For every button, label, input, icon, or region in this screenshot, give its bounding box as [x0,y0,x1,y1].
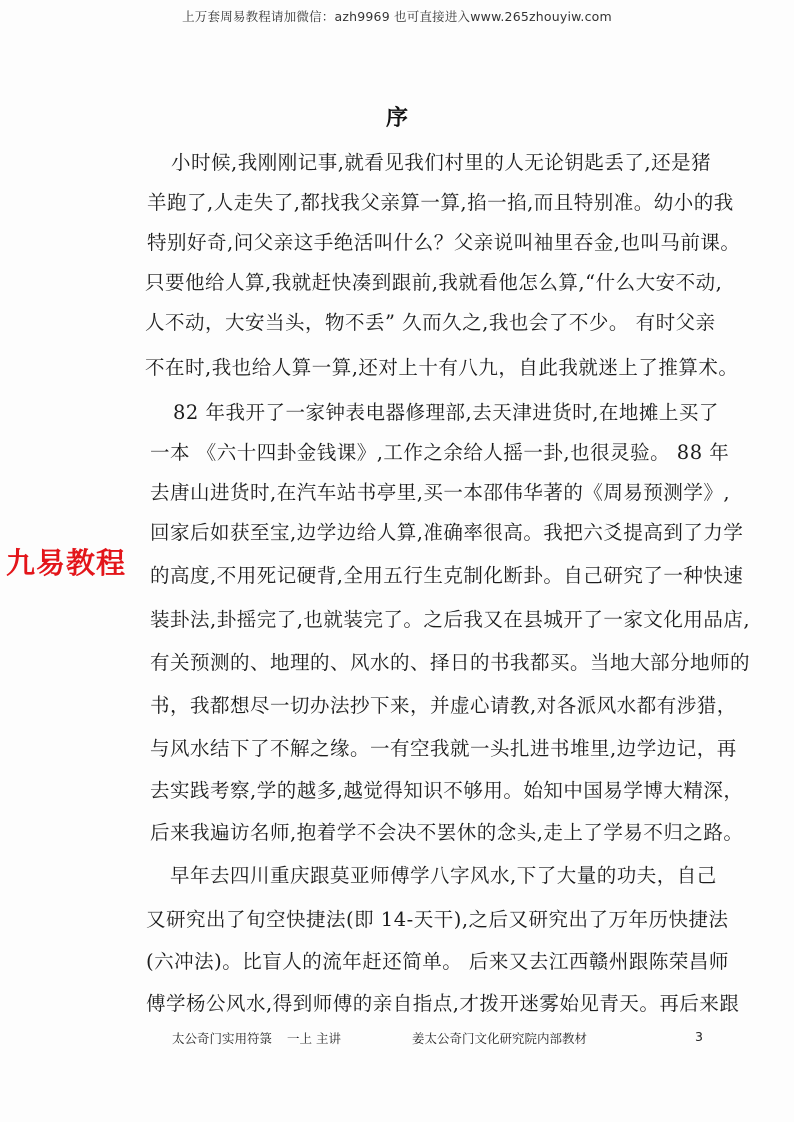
body-line: 后来我遍访名师,抱着学不会决不罢休的念头,走上了学易不归之路。 [150,821,744,844]
footer-book-title: 太公奇门实用符箓 [172,1031,273,1046]
body-line: 只要他给人算,我就赶快凑到跟前,我就看他怎么算,“什么大安不动, [145,271,723,294]
body-line: 去唐山进货时,在汽车站书亭里,买一本邵伟华著的《周易预测学》, [150,481,731,504]
header-notice: 上万套周易教程请加微信：azh9969 也可直接进入www.265zhouyiw.com [182,9,612,24]
body-line: 书，我都想尽一切办法抄下来，并虚心请教,对各派风水都有涉猎， [150,694,737,717]
page-title: 序 [385,105,408,131]
body-line: 装卦法,卦摇完了,也就装完了。之后我又在县城开了一家文化用品店, [150,608,751,631]
body-line: 与风水结下了不解之缘。一有空我就一头扎进书堆里,边学边记，再 [150,737,737,760]
body-line: 不在时,我也给人算一算,还对上十有八九，自此我就迷上了推算术。 [145,356,739,379]
body-line: 去实践考察,学的越多,越觉得知识不够用。始知中国易学博大精深， [150,779,744,802]
footer-institute: 姜太公奇门文化研究院内部教材 [412,1031,588,1046]
body-line: 回家后如获至宝,边学边给人算,准确率很高。我把六爻提高到了力学 [150,521,744,544]
body-line: 一本 《六十四卦金钱课》,工作之余给人摇一卦,也很灵验。 88 年 [150,441,730,464]
footer-lecturer: 一上 主讲 [287,1031,341,1046]
watermark-logo: 九易教程 [6,546,127,580]
body-line: 傅学杨公风水,得到师傅的亲自指点,才拨开迷雾始见青天。再后来跟 [146,992,740,1015]
body-line: 早年去四川重庆跟莫亚师傅学八字风水,下了大量的功夫，自己 [170,864,717,887]
page-number: 3 [695,1029,703,1044]
body-line: 有关预测的、地理的、风水的、择日的书我都买。当地大部分地师的 [150,651,751,674]
body-line: 特别好奇,问父亲这手绝活叫什么？父亲说叫袖里吞金,也叫马前课。 [147,231,741,254]
body-line: (六冲法)。比盲人的流年赶还简单。 后来又去江西赣州跟陈荣昌师 [146,950,729,973]
body-line: 人不动，大安当头，物不丢” 久而久之,我也会了不少。 有时父亲 [145,311,716,334]
body-line: 82 年我开了一家钟表电器修理部,去天津进货时,在地摊上买了 [173,401,719,424]
body-line: 又研究出了旬空快捷法(即 14-天干),之后又研究出了万年历快捷法 [146,908,729,931]
body-line: 的高度,不用死记硬背,全用五行生克制化断卦。自己研究了一种快速 [150,564,744,587]
body-line: 羊跑了,人走失了,都找我父亲算一算,掐一掐,而且特别准。幼小的我 [147,191,734,214]
body-line: 小时候,我刚刚记事,就看见我们村里的人无论钥匙丢了,还是猪 [171,151,712,174]
